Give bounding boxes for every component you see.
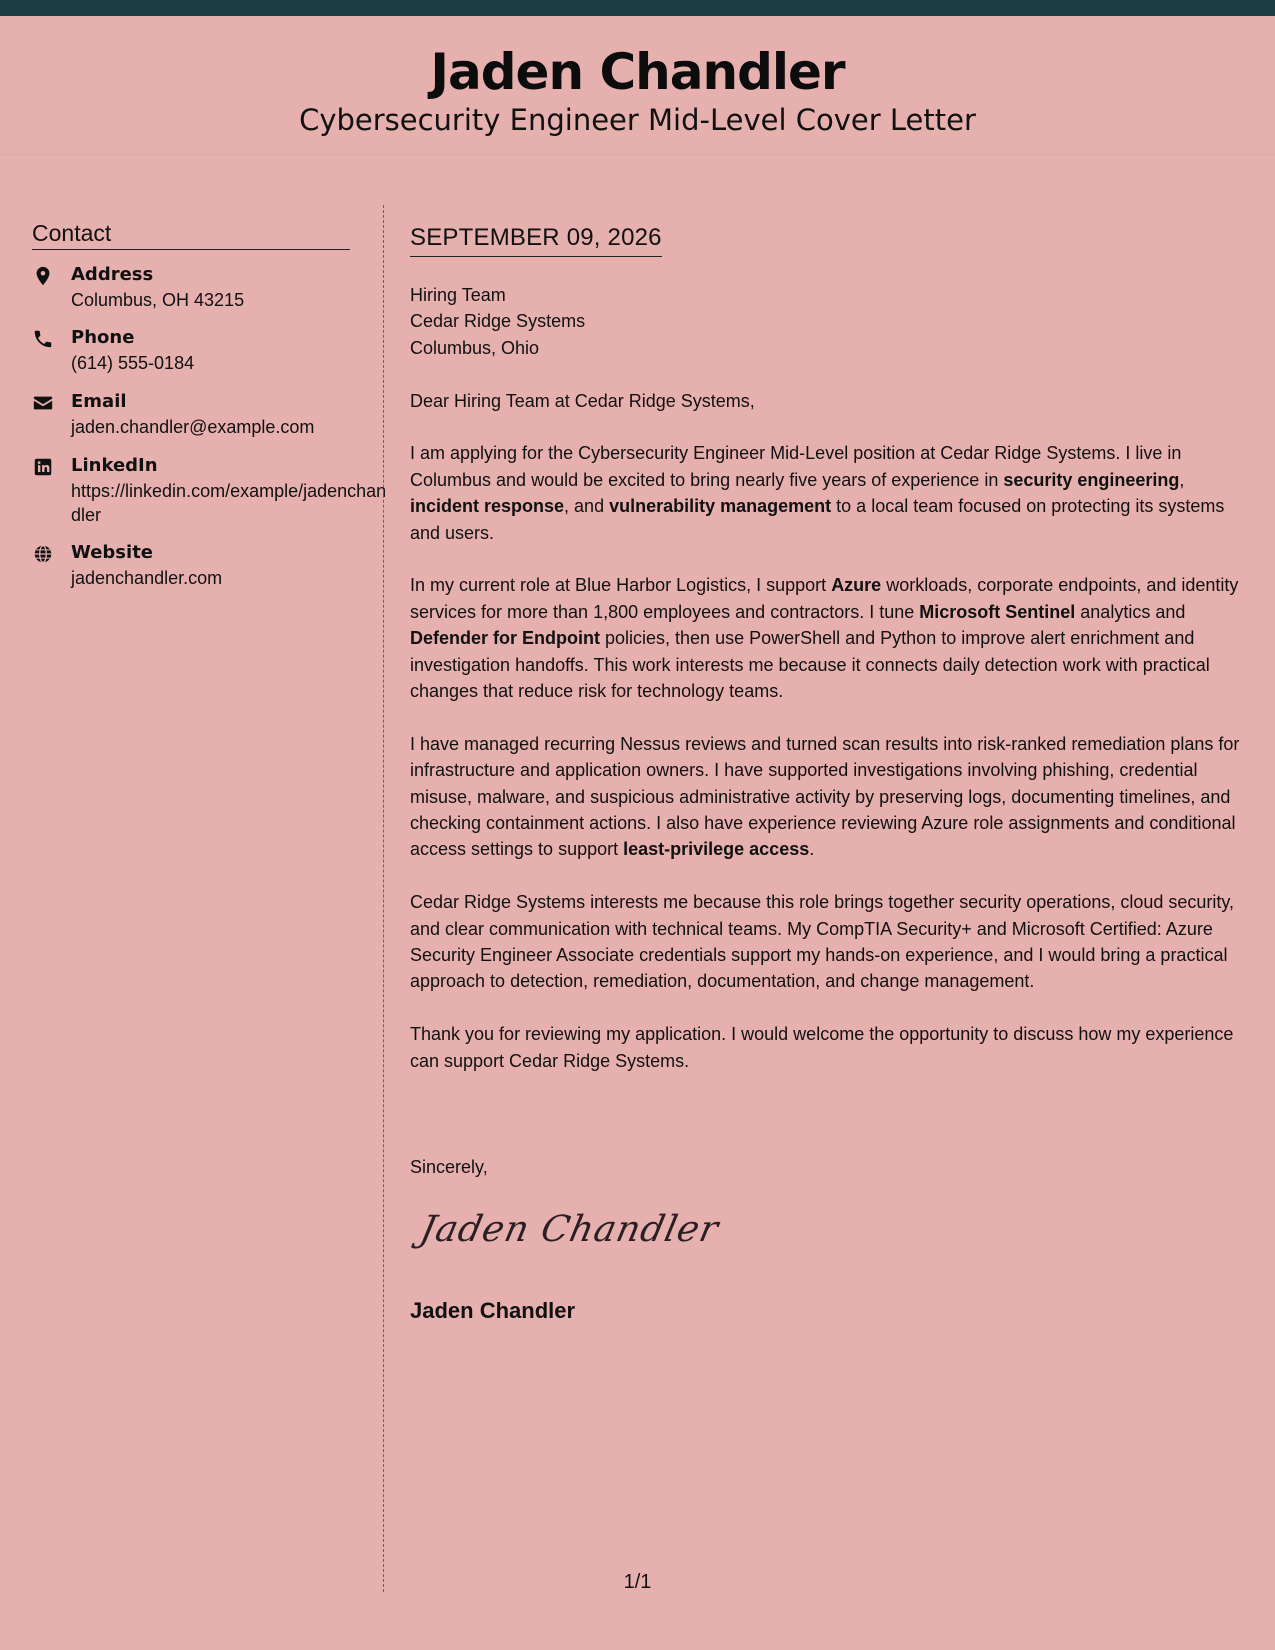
paragraph-text: Thank you for reviewing my application. I would welcome the opportunity to discuss how my experience can support Cedar Ridge Systems. bbox=[410, 1024, 1234, 1071]
letter-body bbox=[410, 282, 1256, 1100]
phone-icon bbox=[32, 328, 54, 350]
paragraph-text: analytics and bbox=[1075, 601, 1186, 622]
contact-value[interactable]: jaden.chandler@example.com bbox=[71, 417, 315, 437]
contact-label: Address bbox=[71, 264, 154, 285]
paragraph-text: In my current role at Blue Harbor Logistics, I support bbox=[410, 575, 832, 596]
contact-value: (614) 555-0184 bbox=[71, 353, 195, 373]
body-paragraph bbox=[410, 889, 1256, 995]
body-paragraph bbox=[410, 572, 1256, 704]
contact-label: Phone bbox=[71, 327, 135, 348]
paragraph-text: to a local team focused on protecting its systems and users. bbox=[410, 496, 1225, 543]
paragraph-text: workloads, corporate endpoints, and identity services for more than 1,800 employees and contractors. I tune bbox=[410, 575, 1239, 622]
emphasized-text: least-privilege access bbox=[623, 839, 810, 860]
recipient-line: Cedar Ridge Systems bbox=[410, 311, 586, 332]
contact-label: LinkedIn bbox=[71, 455, 158, 476]
emphasized-text: Microsoft Sentinel bbox=[919, 601, 1076, 622]
globe-icon bbox=[32, 543, 54, 565]
document-subtitle: Cybersecurity Engineer Mid-Level Cover Letter bbox=[299, 103, 976, 137]
emphasized-text: Azure bbox=[831, 575, 882, 596]
closing: Sincerely, bbox=[410, 1157, 488, 1177]
column-divider bbox=[383, 205, 384, 1592]
body-paragraph bbox=[410, 1021, 1256, 1074]
linkedin-icon bbox=[32, 456, 54, 478]
emphasized-text: security engineering bbox=[1003, 469, 1180, 490]
contact-value[interactable]: https://linkedin.com/example/jadenchandler bbox=[71, 481, 387, 525]
contact-label: Email bbox=[71, 391, 127, 412]
letter-date: SEPTEMBER 09, 2026 bbox=[410, 222, 662, 257]
paragraph-text: I am applying for the Cybersecurity Engineer Mid-Level position at Cedar Ridge Systems. I live in Columbus and would be excited to bring nearly five years of experience in bbox=[410, 443, 1182, 490]
top-accent-bar bbox=[0, 0, 1275, 16]
emphasized-text: vulnerability management bbox=[609, 496, 832, 517]
paragraph-text: Cedar Ridge Systems interests me because this role brings together security operations, cloud security, and clear communication with technical teams. My CompTIA Security+ and Microsoft Certified: Azure Security Engineer Associate credentials support my hands-on experience, and I would bring a practical approach to detection, remediation, documentation, and change management. bbox=[410, 892, 1235, 992]
contact-value[interactable]: jadenchandler.com bbox=[71, 568, 223, 588]
applicant-name: Jaden Chandler bbox=[430, 43, 845, 101]
signer-name: Jaden Chandler bbox=[410, 1298, 576, 1323]
page-number: 1/1 bbox=[623, 1571, 652, 1593]
recipient-line: Hiring Team bbox=[410, 285, 506, 305]
contact-label: Website bbox=[71, 542, 154, 563]
signature: Jaden Chandler bbox=[416, 1209, 723, 1250]
envelope-icon bbox=[32, 392, 54, 414]
recipient-line: Columbus, Ohio bbox=[410, 337, 540, 358]
emphasized-text: Defender for Endpoint bbox=[410, 628, 600, 649]
paragraph-text: . bbox=[809, 839, 815, 860]
paragraph-text: policies, then use PowerShell and Python to improve alert enrichment and investigation handoffs. This work interests me because it connects daily detection work with practical changes that reduce risk for technology teams. bbox=[410, 628, 1210, 702]
recipient-block bbox=[410, 282, 1256, 361]
paragraph-text: , and bbox=[564, 496, 610, 517]
emphasized-text: incident response bbox=[410, 496, 565, 517]
greeting: Dear Hiring Team at Cedar Ridge Systems, bbox=[410, 390, 755, 411]
contact-value: Columbus, OH 43215 bbox=[71, 290, 245, 310]
paragraph-text: I have managed recurring Nessus reviews and turned scan results into risk-ranked remediation plans for infrastructure and application owners. I have supported investigations involving phishing, credential misuse, malware, and suspicious administrative activity by preserving logs, documenting timelines, and checking containment actions. I also have experience reviewing Azure role assignments and conditional access settings to support bbox=[410, 733, 1240, 860]
body-paragraph bbox=[410, 731, 1256, 863]
paragraph-text: , bbox=[1179, 469, 1185, 490]
body-paragraph bbox=[410, 440, 1256, 546]
document-header bbox=[0, 16, 1275, 155]
contact-heading: Contact bbox=[32, 218, 350, 250]
map-pin-icon bbox=[32, 265, 54, 287]
